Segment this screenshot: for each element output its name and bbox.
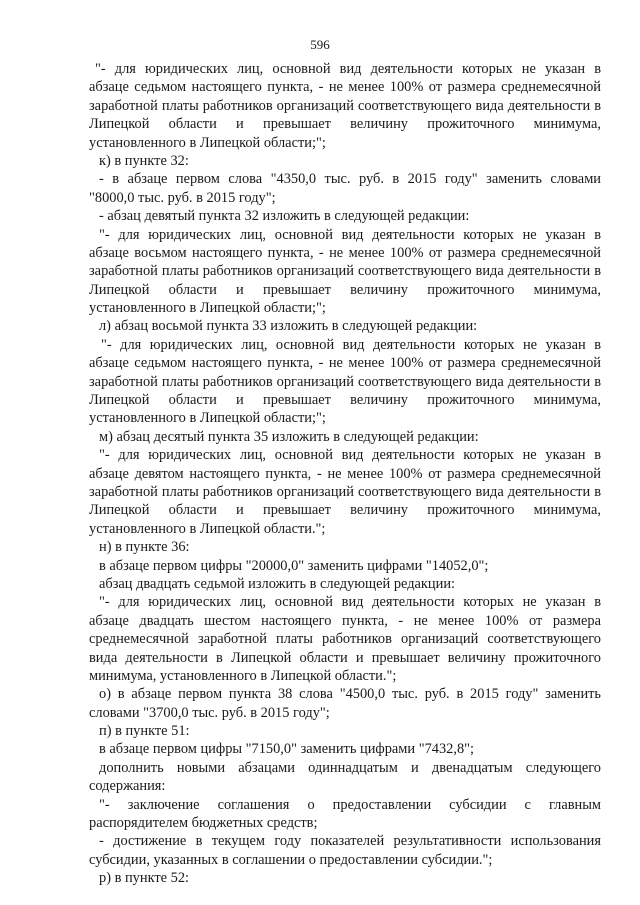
page-number: 596 — [310, 37, 330, 52]
text-line: м) абзац десятый пункта 35 изложить в следующей редакции: — [99, 428, 479, 445]
text-line: "- для юридических лиц, основной вид деятельности которых не указан в — [99, 447, 601, 464]
text-line: "- для юридических лиц, основной вид деятельности которых не указан в — [99, 226, 601, 243]
text-line: Липецкой области и превышает величину прожиточного минимума, — [89, 281, 601, 298]
text-line: абзаце восьмом настоящего пункта, - не менее 100% от размера среднемесячной — [89, 244, 601, 261]
text-line: н) в пункте 36: — [99, 539, 190, 556]
text-line: субсидии, указанных в соглашении о предоставлении субсидии."; — [89, 851, 493, 868]
text-line: содержания: — [89, 778, 166, 795]
text-line: - достижение в текущем году показателей результативности использования — [99, 833, 601, 850]
text-line: абзаце девятом настоящего пункта, - не менее 100% от размера среднемесячной — [89, 465, 601, 482]
text-line: заработной платы работников организаций соответствующего вида деятельности в — [89, 97, 601, 114]
text-line: п) в пункте 51: — [99, 723, 190, 740]
text-line: заработной платы работников организаций соответствующего вида деятельности в — [89, 373, 601, 390]
text-line: в абзаце первом цифры "20000,0" заменить цифрами "14052,0"; — [99, 557, 489, 574]
text-line: абзаце двадцать шестом настоящего пункта, - не менее 100% от размера — [89, 612, 601, 629]
text-line: "- для юридических лиц, основной вид деятельности которых не указан в — [99, 594, 601, 611]
text-line: заработной платы работников организаций соответствующего вида деятельности в — [89, 483, 601, 500]
text-line: установленного в Липецкой области;"; — [89, 410, 326, 427]
text-line: абзаце седьмом настоящего пункта, - не менее 100% от размера среднемесячной — [89, 79, 601, 96]
text-line: распорядителем бюджетных средств; — [89, 815, 318, 832]
text-line: установленного в Липецкой области."; — [89, 520, 326, 537]
text-line: "- для юридических лиц, основной вид деятельности которых не указан в — [101, 336, 601, 353]
text-line: дополнить новыми абзацами одиннадцатым и двенадцатым следующего — [99, 759, 601, 776]
document-body — [89, 60, 601, 888]
text-line: Липецкой области и превышает величину прожиточного минимума, — [89, 392, 601, 409]
text-line: л) абзац восьмой пункта 33 изложить в следующей редакции: — [99, 318, 478, 335]
text-line: р) в пункте 52: — [99, 870, 190, 887]
text-line: - в абзаце первом слова "4350,0 тыс. руб. в 2015 году" заменить словами — [99, 171, 601, 188]
text-line: к) в пункте 32: — [99, 152, 189, 169]
text-line: абзац двадцать седьмой изложить в следующей редакции: — [99, 575, 456, 592]
text-line: - абзац девятый пункта 32 изложить в следующей редакции: — [99, 208, 470, 225]
text-line: заработной платы работников организаций соответствующего вида деятельности в — [89, 263, 601, 280]
text-line: "- для юридических лиц, основной вид деятельности которых не указан в — [95, 61, 601, 77]
text-line: Липецкой области и превышает величину прожиточного минимума, — [89, 502, 601, 519]
text-line: Липецкой области и превышает величину прожиточного минимума, — [89, 116, 601, 133]
text-line: абзаце седьмом настоящего пункта, - не менее 100% от размера среднемесячной — [89, 355, 601, 372]
text-line: установленного в Липецкой области;"; — [89, 134, 326, 151]
text-line: вида деятельности в Липецкой области и превышает величину прожиточного — [89, 649, 601, 666]
text-line: среднемесячной заработной платы работников организаций соответствующего — [89, 631, 601, 648]
text-line: минимума, установленного в Липецкой области."; — [89, 667, 397, 684]
text-line: установленного в Липецкой области;"; — [89, 300, 326, 317]
text-line: "- заключение соглашения о предоставлении субсидии с главным — [99, 796, 601, 813]
text-line: о) в абзаце первом пункта 38 слова "4500,0 тыс. руб. в 2015 году" заменить — [99, 686, 601, 703]
text-line: "8000,0 тыс. руб. в 2015 году"; — [89, 189, 276, 206]
text-line: словами "3700,0 тыс. руб. в 2015 году"; — [89, 704, 330, 721]
text-line: в абзаце первом цифры "7150,0" заменить цифрами "7432,8"; — [99, 741, 475, 758]
